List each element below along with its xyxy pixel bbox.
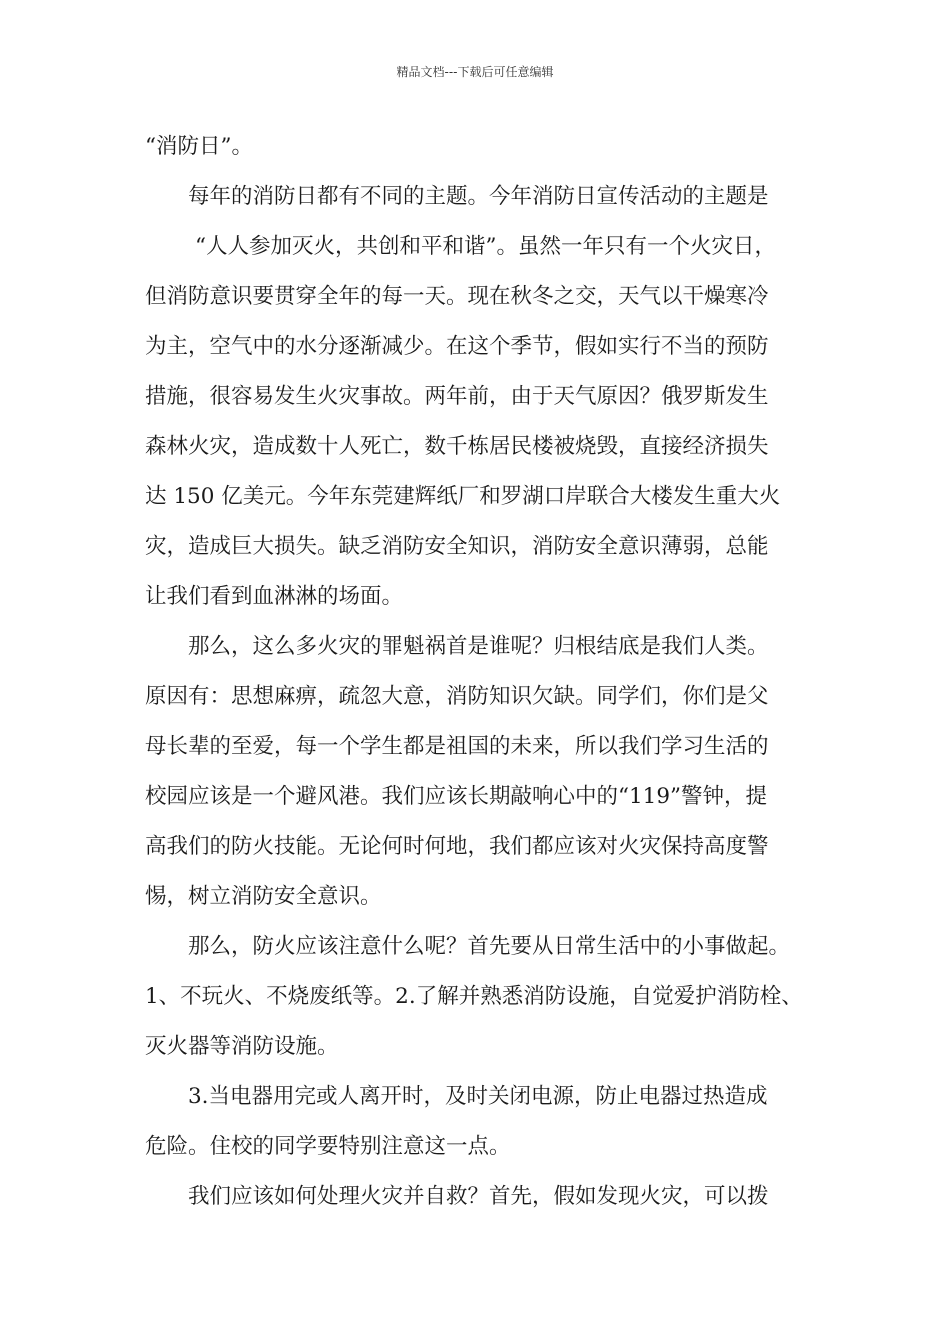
text-line: “人人参加灭火，共创和平和谐”。虽然一年只有一个火灾日， — [195, 234, 776, 259]
paragraph-start-line: 3.当电器用完或人离开时，及时关闭电源，防止电器过热造成 — [188, 1084, 768, 1109]
text-line: 危险。住校的同学要特别注意这一点。 — [145, 1134, 511, 1159]
text-line: 校园应该是一个避风港。我们应该长期敲响心中的“119”警钟，提 — [145, 784, 768, 809]
document-body — [145, 122, 825, 1222]
text-line: 让我们看到血淋淋的场面。 — [145, 584, 404, 609]
text-line: 高我们的防火技能。无论何时何地，我们都应该对火灾保持高度警 — [145, 834, 769, 859]
paragraph-start-line: 那么，这么多火灾的罪魁祸首是谁呢？归根结底是我们人类。 — [188, 634, 769, 659]
text-line: 1、不玩火、不烧废纸等。2.了解并熟悉消防设施，自觉爱护消防栓、 — [145, 984, 803, 1009]
text-line: 但消防意识要贯穿全年的每一天。现在秋冬之交，天气以干燥寒冷 — [145, 284, 769, 309]
text-line: “消防日”。 — [145, 134, 253, 159]
text-line: 原因有：思想麻痹，疏忽大意，消防知识欠缺。同学们，你们是父 — [145, 684, 769, 709]
text-line: 母长辈的至爱，每一个学生都是祖国的未来，所以我们学习生活的 — [145, 734, 769, 759]
text-line: 措施，很容易发生火灾事故。两年前，由于天气原因？俄罗斯发生 — [145, 384, 769, 409]
text-line: 灭火器等消防设施。 — [145, 1034, 339, 1059]
text-line: 达 150 亿美元。今年东莞建辉纸厂和罗湖口岸联合大楼发生重大火 — [145, 484, 781, 509]
paragraph-start-line: 我们应该如何处理火灾并自救？首先，假如发现火灾，可以拨 — [188, 1184, 769, 1209]
page-header: 精品文档---下载后可任意编辑 — [396, 65, 554, 79]
text-line: 森林火灾，造成数十人死亡，数千栋居民楼被烧毁，直接经济损失 — [145, 434, 769, 459]
text-line: 灾，造成巨大损失。缺乏消防安全知识，消防安全意识薄弱，总能 — [145, 534, 769, 559]
text-line: 惕，树立消防安全意识。 — [145, 884, 382, 909]
text-line: 为主，空气中的水分逐渐减少。在这个季节，假如实行不当的预防 — [145, 334, 769, 359]
paragraph-start-line: 每年的消防日都有不同的主题。今年消防日宣传活动的主题是 — [188, 184, 769, 209]
paragraph-start-line: 那么，防火应该注意什么呢？首先要从日常生活中的小事做起。 — [188, 934, 791, 959]
